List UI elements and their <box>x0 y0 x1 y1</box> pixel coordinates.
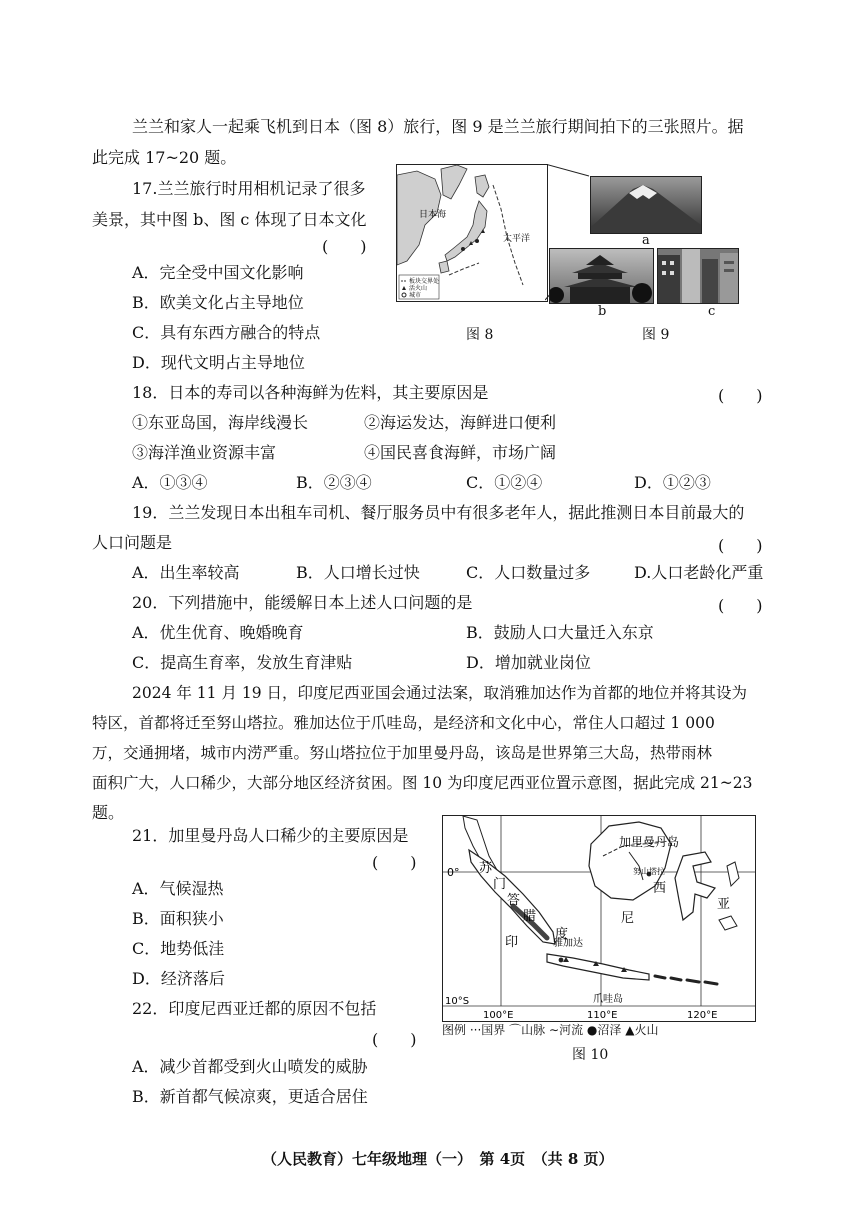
q17-stem-line-2: 美景，其中图 b、图 c 体现了日本文化 <box>92 210 367 229</box>
q20-option-c: C．提高生育率，发放生育津贴 <box>132 653 353 672</box>
longitude-100-label: 100°E <box>483 1010 514 1021</box>
figure-9-caption: 图 9 <box>642 327 670 343</box>
q17-answer-blank: ( ) <box>322 237 367 256</box>
q17-option-c: C．具有东西方融合的特点 <box>132 323 321 342</box>
intro-passage-2-line-4: 面积广大，人口稀少，大部分地区经济贫困。图 10 为印度尼西亚位置示意图，据此完成 21~23 <box>92 774 753 792</box>
q18-item-3: ③海洋渔业资源丰富 <box>132 443 277 462</box>
legend-swamp: 沼泽 <box>597 1023 622 1037</box>
q18-item-2: ②海运发达，海鲜进口便利 <box>364 413 557 432</box>
intro-passage-2-line-1: 2024 年 11 月 19 日，印度尼西亚国会通过法案，取消雅加达作为首都的地位并将其设为 <box>132 684 748 702</box>
xi-label: 西 <box>653 881 667 896</box>
q21-stem: 21．加里曼丹岛人口稀少的主要原因是 <box>132 826 409 845</box>
q17-option-d: D．现代文明占主导地位 <box>132 353 305 372</box>
q19-option-b: B．人口增长过快 <box>296 563 420 582</box>
volcano-icon: ▲ <box>625 1023 635 1037</box>
q20-stem: 20．下列措施中，能缓解日本上述人口问题的是 <box>132 593 473 612</box>
su-label: 苏 <box>479 861 493 876</box>
legend-city: 城市 <box>409 292 422 299</box>
japan-map-figure <box>396 164 548 302</box>
legend-volcano: 活火山 <box>409 285 428 292</box>
q21-option-a: A．气候湿热 <box>132 879 224 898</box>
photo-a-mount-fuji <box>590 176 702 234</box>
ya-label: 亚 <box>717 897 731 912</box>
latitude-10s-label: 10°S <box>445 996 470 1007</box>
q21-option-c: C．地势低洼 <box>132 939 225 958</box>
legend-river: 河流 <box>559 1023 584 1037</box>
river-icon: ∼ <box>549 1023 560 1037</box>
legend-plate-boundary: 板块交界处 <box>409 278 440 285</box>
indonesia-map-figure <box>442 815 756 1022</box>
yin-label: 印 <box>505 935 519 950</box>
indonesia-map-graphic <box>443 816 755 1021</box>
q20-option-b: B．鼓励人口大量迁入东京 <box>466 623 654 642</box>
q17-stem-line-1: 17.兰兰旅行时用相机记录了很多 <box>132 179 366 198</box>
legend-border: 国界 <box>481 1023 506 1037</box>
q17-option-b: B．欧美文化占主导地位 <box>132 293 304 312</box>
page-footer: （人民教育）七年级地理（一） 第 4页 （共 8 页） <box>262 1150 614 1168</box>
q21-answer-blank: ( ) <box>372 853 417 872</box>
legend-title: 图例 <box>442 1023 467 1037</box>
q19-stem-line-1: 19．兰兰发现日本出租车司机、餐厅服务员中有很多老年人，据此推测日本目前最大的 <box>132 503 745 522</box>
sea-of-japan-label: 日本海 <box>419 210 447 220</box>
q22-option-b: B．新首都气候凉爽，更适合居住 <box>132 1087 368 1106</box>
japan-map-graphic <box>397 165 547 301</box>
q20-option-d: D．增加就业岗位 <box>466 653 591 672</box>
q18-answer-blank: ( ) <box>718 386 763 405</box>
figure-10-legend <box>442 1021 658 1038</box>
q17-option-a: A．完全受中国文化影响 <box>132 263 304 282</box>
q19-option-d: D.人口老龄化严重 <box>634 563 764 582</box>
jakarta-label: 雅加达 <box>553 938 583 949</box>
photo-c-label: c <box>708 304 716 319</box>
q20-option-a: A．优生优育、晚婚晚育 <box>132 623 304 642</box>
photo-b-label: b <box>598 304 607 319</box>
border-line-icon: ··· <box>469 1023 482 1037</box>
men-label: 门 <box>493 877 507 892</box>
da-label: 答 <box>507 893 521 908</box>
latitude-0-label: 0° <box>447 866 460 879</box>
q18-option-d: D．①②③ <box>634 473 711 492</box>
figure-8-caption: 图 8 <box>466 327 494 343</box>
q18-option-a: A．①③④ <box>132 473 208 492</box>
figure-10-caption: 图 10 <box>572 1047 609 1063</box>
q19-stem-line-2: 人口问题是 <box>92 533 173 552</box>
ni-label: 尼 <box>621 911 635 926</box>
mountain-icon: ⌒ <box>509 1023 522 1037</box>
longitude-120-label: 120°E <box>687 1010 718 1021</box>
intro-passage-2-line-5: 题。 <box>92 803 125 822</box>
q19-option-c: C．人口数量过多 <box>466 563 591 582</box>
q20-answer-blank: ( ) <box>718 596 763 615</box>
photo-b-japanese-castle <box>549 248 654 304</box>
intro-passage-1-line-2: 此完成 17~20 题。 <box>92 148 237 167</box>
nusantara-label: 努山塔拉 <box>633 867 665 876</box>
q18-option-c: C．①②④ <box>466 473 543 492</box>
q18-item-4: ④国民喜食海鲜，市场广阔 <box>364 443 557 462</box>
intro-passage-1-line-1: 兰兰和家人一起乘飞机到日本（图 8）旅行，图 9 是兰兰旅行期间拍下的三张照片。据 <box>132 117 744 136</box>
legend-volcano: 火山 <box>634 1023 659 1037</box>
la-label: 腊 <box>523 909 537 924</box>
longitude-110-label: 110°E <box>587 1010 618 1021</box>
intro-passage-2-line-3: 万，交通拥堵，城市内涝严重。努山塔拉位于加里曼丹岛，该岛是世界第三大岛，热带雨林 <box>92 744 713 762</box>
swamp-icon: ● <box>586 1023 598 1037</box>
q18-option-b: B．②③④ <box>296 473 372 492</box>
q19-answer-blank: ( ) <box>718 536 763 555</box>
pacific-ocean-label: 太平洋 <box>503 234 531 244</box>
q22-stem: 22．印度尼西亚迁都的原因不包括 <box>132 999 377 1018</box>
q21-option-d: D．经济落后 <box>132 969 225 988</box>
photo-c-modern-city <box>657 248 739 304</box>
q18-item-1: ①东亚岛国，海岸线漫长 <box>132 413 309 432</box>
photo-a-label: a <box>642 233 650 248</box>
q18-stem: 18．日本的寿司以各种海鲜为佐料，其主要原因是 <box>132 383 489 402</box>
q22-answer-blank: ( ) <box>372 1030 417 1049</box>
q19-option-a: A．出生率较高 <box>132 563 240 582</box>
kalimantan-label: 加里曼丹岛 <box>619 835 680 849</box>
q22-option-a: A．减少首都受到火山喷发的威胁 <box>132 1057 368 1076</box>
intro-passage-2-line-2: 特区，首都将迁至努山塔拉。雅加达位于爪哇岛，是经济和文化中心，常住人口超过 1 000 <box>92 714 715 732</box>
java-label: 爪哇岛 <box>593 994 623 1005</box>
legend-mountain: 山脉 <box>521 1023 546 1037</box>
q21-option-b: B．面积狭小 <box>132 909 224 928</box>
du-label: 度 <box>555 927 569 942</box>
